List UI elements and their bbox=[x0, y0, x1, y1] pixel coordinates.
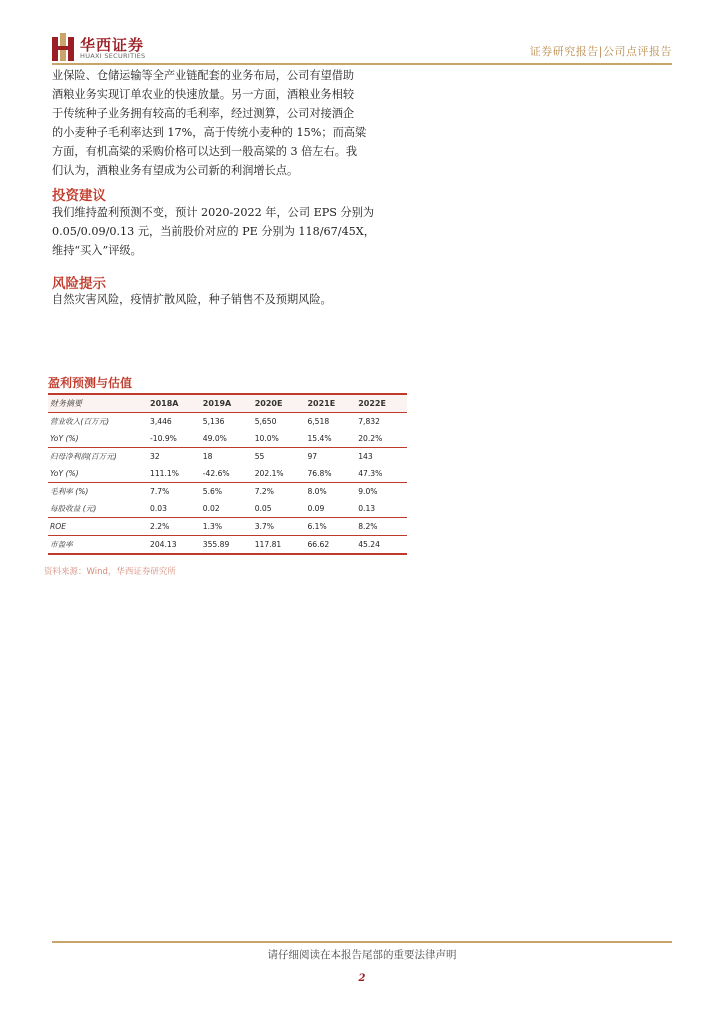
risk-warning-paragraph bbox=[52, 290, 412, 309]
table-cell: 117.81 bbox=[253, 536, 306, 555]
investment-advice-paragraph bbox=[52, 203, 412, 260]
table-header-label: 财务摘要 bbox=[50, 399, 82, 408]
table-cell: 204.13 bbox=[148, 536, 201, 555]
table-cell: 66.62 bbox=[305, 536, 356, 555]
table-row bbox=[48, 483, 407, 501]
row-label: YoY (%) bbox=[50, 434, 79, 443]
table-cell: -42.6% bbox=[202, 469, 230, 478]
row-label: 市盈率 bbox=[48, 536, 148, 555]
row-label: 归母净利润(百万元) bbox=[48, 448, 148, 466]
header-divider bbox=[52, 63, 672, 65]
logo-company-name: 华西证券 bbox=[80, 36, 145, 54]
legal-disclaimer-note: 请仔细阅读在本报告尾部的重要法律声明 bbox=[267, 949, 457, 961]
row-label: 营业收入(百万元) bbox=[48, 413, 148, 431]
table-cell: 355.89 bbox=[201, 536, 253, 555]
table-cell: 7.7% bbox=[148, 483, 201, 501]
table-cell: 45.24 bbox=[356, 536, 407, 555]
table-row bbox=[48, 430, 407, 448]
table-row bbox=[48, 536, 407, 555]
table-cell: 97 bbox=[305, 448, 356, 466]
row-label: 毛利率 (%) bbox=[48, 483, 148, 501]
table-cell: 8.2% bbox=[356, 518, 407, 536]
row-label: 每股收益 (元) bbox=[50, 504, 97, 513]
intro-line: 业保险、仓储运输等全产业链配套的业务布局，公司有望借助 bbox=[52, 69, 355, 82]
table-cell: 15.4% bbox=[307, 434, 332, 443]
table-cell: 5,136 bbox=[201, 413, 253, 431]
row-label: YoY (%) bbox=[50, 469, 79, 478]
intro-line: 于传统种子业务拥有较高的毛利率，经过测算，公司对接酒企 bbox=[52, 107, 355, 120]
table-cell: 18 bbox=[201, 448, 253, 466]
year-header: 2018A bbox=[150, 399, 179, 408]
table-cell: 3.7% bbox=[253, 518, 306, 536]
footer-divider bbox=[52, 941, 672, 943]
investment-advice-title: 投资建议 bbox=[52, 188, 106, 204]
table-cell: 111.1% bbox=[150, 469, 179, 478]
table-cell: -10.9% bbox=[150, 434, 177, 443]
forecast-table bbox=[48, 393, 407, 555]
investment-line: 维持“买入”评级。 bbox=[52, 244, 142, 257]
table-cell: 0.13 bbox=[358, 504, 376, 513]
table-cell: 0.02 bbox=[202, 504, 220, 513]
table-cell: 20.2% bbox=[358, 434, 383, 443]
table-cell: 9.0% bbox=[356, 483, 407, 501]
table-cell: 10.0% bbox=[254, 434, 279, 443]
table-row bbox=[48, 465, 407, 483]
table-cell: 1.3% bbox=[201, 518, 253, 536]
table-cell: 47.3% bbox=[358, 469, 383, 478]
table-cell: 5.6% bbox=[201, 483, 253, 501]
table-header-row bbox=[48, 394, 407, 413]
year-header: 2022E bbox=[358, 399, 386, 408]
table-row bbox=[48, 448, 407, 466]
table-cell: 2.2% bbox=[148, 518, 201, 536]
intro-line: 们认为，酒粮业务有望成为公司新的利润增长点。 bbox=[52, 164, 299, 177]
investment-line: 0.05/0.09/0.13 元，当前股价对应的 PE 分别为 118/67/45X， bbox=[52, 225, 375, 238]
huaxi-logo-icon bbox=[52, 33, 74, 61]
intro-line: 的小麦种子毛利率达到 17%，高于传统小麦种的 15%；而高粱 bbox=[52, 126, 367, 139]
table-source: 资料来源：Wind，华西证券研究所 bbox=[44, 567, 176, 577]
table-cell: 49.0% bbox=[202, 434, 227, 443]
table-cell: 0.09 bbox=[307, 504, 325, 513]
table-cell: 0.03 bbox=[150, 504, 167, 513]
risk-line: 自然灾害风险，疫情扩散风险，种子销售不及预期风险。 bbox=[52, 293, 332, 306]
table-cell: 3,446 bbox=[148, 413, 201, 431]
intro-paragraph bbox=[52, 66, 412, 180]
intro-line: 酒粮业务实现订单农业的快速放量。另一方面，酒粮业务相较 bbox=[52, 88, 355, 101]
table-cell: 143 bbox=[356, 448, 407, 466]
logo-company-name-en: HUAXI SECURITIES bbox=[80, 52, 146, 60]
table-cell: 5,650 bbox=[253, 413, 306, 431]
table-cell: 32 bbox=[148, 448, 201, 466]
table-cell: 76.8% bbox=[307, 469, 332, 478]
table-cell: 8.0% bbox=[305, 483, 356, 501]
table-row bbox=[48, 500, 407, 518]
table-cell: 55 bbox=[253, 448, 306, 466]
table-cell: 7,832 bbox=[356, 413, 407, 431]
report-type-label: 证券研究报告|公司点评报告 bbox=[529, 45, 672, 58]
intro-line: 方面，有机高粱的采购价格可以达到一般高粱的 3 倍左右。我 bbox=[52, 145, 358, 158]
page-number: 2 bbox=[358, 973, 366, 984]
risk-warning-title: 风险提示 bbox=[52, 276, 106, 292]
year-header: 2020E bbox=[254, 399, 283, 408]
investment-line: 我们维持盈利预测不变，预计 2020-2022 年，公司 EPS 分别为 bbox=[52, 206, 375, 219]
table-cell: 6,518 bbox=[305, 413, 356, 431]
company-logo bbox=[52, 33, 172, 63]
forecast-table-title: 盈利预测与估值 bbox=[48, 376, 133, 390]
table-cell: 6.1% bbox=[305, 518, 356, 536]
table-cell: 202.1% bbox=[254, 469, 284, 478]
year-header: 2019A bbox=[202, 399, 232, 408]
table-row bbox=[48, 413, 407, 431]
table-cell: 0.05 bbox=[254, 504, 272, 513]
row-label: ROE bbox=[48, 518, 148, 536]
year-header: 2021E bbox=[307, 399, 336, 408]
table-row bbox=[48, 518, 407, 536]
table-cell: 7.2% bbox=[253, 483, 306, 501]
